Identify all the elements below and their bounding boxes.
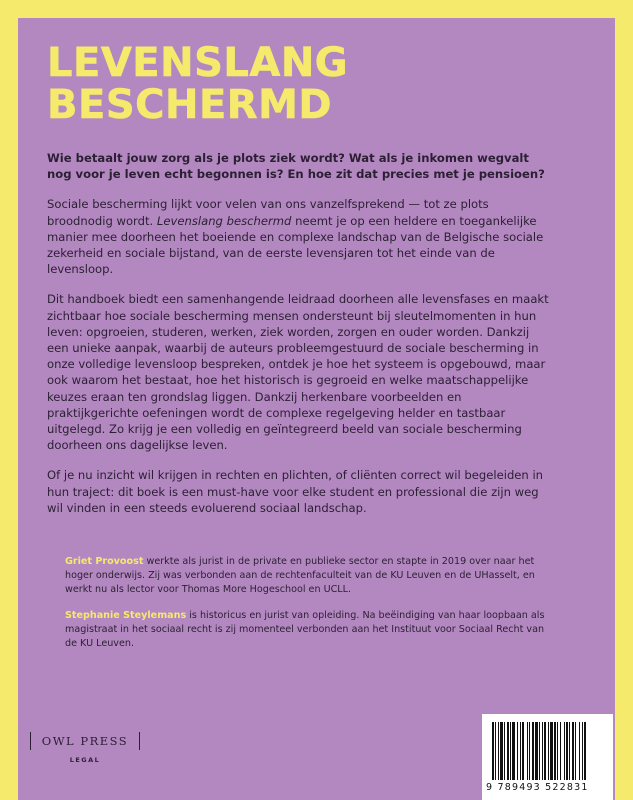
blurb — [47, 150, 552, 530]
author-bio-text-1: werkte als jurist in de private en publieke sector en stapte in 2019 over naar het hoger onderwijs. Zij was verbonden aan de rechtenfaculteit van de KU Leuven en de UHasselt, en werkt nu als lector voor Thomas More Hogeschool en UCLL. — [65, 556, 535, 595]
author-bio-2 — [65, 609, 553, 651]
publisher-name: OWL PRESS — [30, 732, 140, 750]
title-line-2: BESCHERMD — [47, 82, 333, 128]
publisher-logo — [30, 732, 140, 764]
publisher-imprint: LEGAL — [69, 756, 101, 764]
author-name-2: Stephanie Steylemans — [65, 610, 187, 621]
author-bio-1 — [65, 555, 553, 597]
description-paragraph-3: Of je nu inzicht wil krijgen in rechten en plichten, of cliënten correct wil begeleiden in hun traject: dit boek is een must-have voor elke student en professional die zijn weg wil vinden in een steeds evoluerend sociaal landschap. — [47, 468, 544, 515]
p1-book-title: Levenslang beschermd — [156, 213, 292, 228]
book-title — [47, 42, 348, 126]
author-bios — [65, 555, 553, 663]
p1-text-after: neemt je op een heldere en toegankelijke manier mee doorheen het boeiende en complexe landschap van de Belgische sociale zekerheid en sociale bijstand, van de eerste levensjaren tot het einde van de levensloop. — [47, 213, 544, 277]
lead-paragraph: Wie betaalt jouw zorg als je plots ziek wordt? Wat als je inkomen wegvalt nog voor je leven echt begonnen is? En hoe zit dat precies met je pensioen? — [47, 151, 545, 182]
barcode — [482, 714, 613, 800]
barcode-icon — [492, 722, 603, 780]
author-bio-text-2: is historicus en jurist van opleiding. Na beëindiging van haar loopbaan als magistraat in het sociaal recht is zij momenteel verbonden aan het Instituut voor Sociaal Recht van de KU Leuven. — [65, 610, 545, 649]
title-line-1: LEVENSLANG — [47, 40, 349, 86]
author-name-1: Griet Provoost — [65, 556, 144, 567]
p1-text-before: Sociale bescherming lijkt voor velen van ons vanzelfsprekend — tot ze plots broodnodig wordt. — [47, 197, 489, 228]
isbn-number: 9 789493 522831 — [486, 782, 589, 793]
description-paragraph-1 — [47, 196, 552, 277]
description-paragraph-2: Dit handboek biedt een samenhangende leidraad doorheen alle levensfases en maakt zichtbaar hoe sociale bescherming mensen ondersteunt bij sleutelmomenten in hun leven: opgroeien, studeren, werken, ziek worden, zorgen en ouder worden. Dankzij een unieke aanpak, waarbij de auteurs probleemgestuurd de sociale bescherming in onze volledige levensloop bespreken, ontdek je hoe het systeem is opgebouwd, maar ook waarom het bestaat, hoe het historisch is gegroeid en welke maatschappelijke keuzes eraan ten grondslag liggen. Dankzij herkenbare voorbeelden en praktijkgerichte oefeningen wordt de complexe regelgeving helder en tastbaar uitgelegd. Zo krijg je een volledig en geïntegreerd beeld van sociale bescherming doorheen ons dagelijkse leven. — [47, 292, 549, 453]
